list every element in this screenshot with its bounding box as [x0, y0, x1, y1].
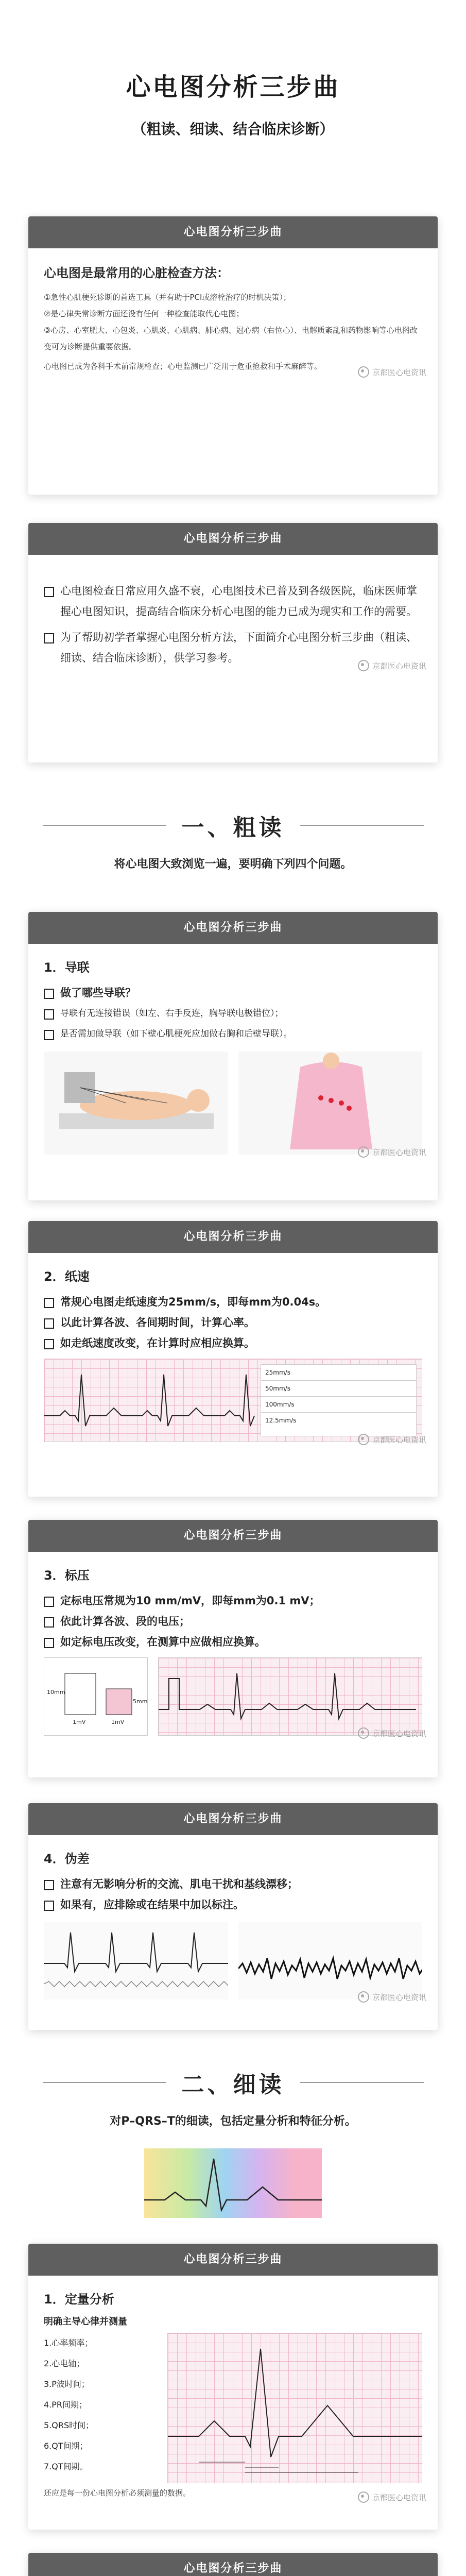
- paper-speed-figure: [44, 1359, 422, 1442]
- lead-item: 导联有无连接错误（如左、右手反连，胸导联电极错位）；: [44, 1003, 422, 1024]
- ecg-trace: [44, 1359, 255, 1442]
- ecg-trace: [168, 2333, 422, 2483]
- section-1-head: [0, 809, 466, 871]
- section-2-head: [0, 2066, 466, 2128]
- intro-item-2: ②是心律失常诊断方面还没有任何一种检查能取代心电图；: [44, 309, 244, 318]
- card-speed: [28, 1221, 438, 1497]
- watermark-logo-icon: [358, 1727, 369, 1739]
- sub-heading: 1．导联: [44, 960, 90, 975]
- sub-heading: 2．纸速: [44, 1269, 90, 1284]
- section-desc: 将心电图大致浏览一遍，要明确下列四个问题。: [114, 858, 352, 871]
- page-title: 心电图分析三步曲: [126, 73, 340, 101]
- watermark: 京都医心电资讯: [358, 1146, 426, 1158]
- square-bullet-icon: [44, 633, 54, 643]
- square-bullet-icon: [44, 1597, 54, 1607]
- calib-label: 1mV: [111, 1719, 125, 1725]
- card-header: 心电图分析三步曲: [28, 1520, 438, 1552]
- watermark-logo-icon: [358, 366, 369, 378]
- card-heading: 心电图是最常用的心脏检查方法：: [44, 266, 229, 280]
- card-artifact: [28, 1803, 438, 2030]
- square-bullet-icon: [44, 1339, 54, 1349]
- card-header: 心电图分析三步曲: [28, 523, 438, 555]
- card-feature: [28, 2553, 438, 2576]
- card-header: 心电图分析三步曲: [28, 1221, 438, 1253]
- card-header: 心电图分析三步曲: [28, 216, 438, 248]
- intro-item-3: ③心房、心室肥大、心包炎、心肌炎、心肌病、肺心病、冠心病（右位心）、电解质紊乱和药物影响等心电图改变可为诊断提供重要依据。: [44, 326, 418, 351]
- card-header: 心电图分析三步曲: [28, 2553, 438, 2576]
- section-title: 二、细读: [181, 2072, 285, 2098]
- purpose-item-2: 为了帮助初学者掌握心电图分析方法，下面简介心电图分析三步曲（粗读、细读、结合临床诊断），供学习参考。: [44, 627, 422, 668]
- card-header: 心电图分析三步曲: [28, 1803, 438, 1835]
- calib-label: 1mV: [73, 1719, 86, 1725]
- speed-table: 25mm/s 50mm/s 100mm/s 12.5mm/s: [261, 1364, 417, 1436]
- watermark-logo-icon: [358, 1991, 369, 2003]
- square-bullet-icon: [44, 989, 54, 999]
- pqrst-color-figure: [144, 2148, 322, 2218]
- section-desc: 对P–QRS–T的细读，包括定量分析和特征分析。: [110, 2115, 356, 2128]
- calib-label: 5mm: [133, 1698, 148, 1705]
- card-header: 心电图分析三步曲: [28, 912, 438, 944]
- page-subtitle: （粗读、细读、结合临床诊断）: [132, 121, 334, 138]
- sub-heading: 4．伪差: [44, 1852, 90, 1866]
- card-voltage: [28, 1520, 438, 1777]
- speed-item: 以此计算各波、各间期时间，计算心率。: [44, 1312, 422, 1333]
- quant-note: 还应是每一份心电图分析必须测量的数据。: [44, 2488, 191, 2498]
- title-block: [0, 0, 466, 139]
- lead-item: 是否需加做导联（如下壁心肌梗死应加做右胸和后壁导联）。: [44, 1024, 422, 1044]
- voltage-item: 依此计算各波、段的电压；: [44, 1611, 422, 1632]
- ac-interference-trace: [44, 1922, 228, 1999]
- sub-line: 明确主导心律并测量: [44, 2316, 127, 2327]
- voltage-item: 如定标电压改变，在测算中应做相应换算。: [44, 1632, 422, 1652]
- square-bullet-icon: [44, 587, 54, 597]
- measurement-figure: [167, 2333, 422, 2483]
- speed-item: 如走纸速度改变，在计算时应相应换算。: [44, 1333, 422, 1353]
- voltage-ecg-figure: [158, 1657, 422, 1736]
- square-bullet-icon: [44, 1298, 54, 1308]
- sub-heading: 3．标压: [44, 1568, 90, 1583]
- card-header: 心电图分析三步曲: [28, 2244, 438, 2276]
- divider: [300, 825, 424, 826]
- watermark-logo-icon: [358, 1146, 369, 1158]
- muscle-interference-trace: [238, 1922, 423, 1999]
- intro-item-1: ①急性心肌梗死诊断的首选工具（并有助于PCI或溶栓治疗的时机决策）；: [44, 293, 291, 302]
- sub-heading: 1．定量分析: [44, 2292, 114, 2307]
- divider: [43, 825, 166, 826]
- watermark: 京都医心电资讯: [358, 1434, 426, 1445]
- speed-item: 常规心电图走纸速度为25mm/s，即每mm为0.04s。: [44, 1292, 422, 1312]
- square-bullet-icon: [44, 1638, 54, 1648]
- calibration-figure: [44, 1657, 148, 1736]
- watermark-logo-icon: [358, 2492, 369, 2503]
- voltage-item: 定标电压常规为10 mm/mV，即每mm为0.1 mV；: [44, 1590, 422, 1611]
- card-quant: [28, 2244, 438, 2530]
- square-bullet-icon: [44, 1030, 54, 1040]
- ecg-trace: [159, 1658, 416, 1735]
- watermark: 京都医心电资讯: [358, 660, 426, 671]
- section-title: 一、粗读: [181, 815, 285, 841]
- square-bullet-icon: [44, 1901, 54, 1911]
- watermark-logo-icon: [358, 1434, 369, 1445]
- lead-placement-illustration: [44, 1052, 228, 1155]
- divider: [43, 2082, 166, 2083]
- artifact-item: 如果有，应排除或在结果中加以标注。: [44, 1894, 422, 1915]
- watermark: 京都医心电资讯: [358, 2492, 426, 2503]
- divider: [300, 2082, 424, 2083]
- square-bullet-icon: [44, 1318, 54, 1329]
- watermark-logo-icon: [358, 660, 369, 671]
- lead-item: 做了哪些导联？: [44, 982, 422, 1003]
- card-lead: [28, 912, 438, 1200]
- watermark: 京都医心电资讯: [358, 366, 426, 378]
- measure-list: 1.心率频率； 2.心电轴； 3.P波时间； 4.PR间期； 5.QRS时间； 6.QT间期； 7.QT间期。: [44, 2338, 94, 2471]
- calib-label: 10mm: [47, 1689, 65, 1696]
- artifact-item: 注意有无影响分析的交流、肌电干扰和基线漂移；: [44, 1874, 422, 1894]
- intro-item-4: 心电图已成为各科手术前常规检查；心电监测已广泛用于危重抢救和手术麻醉等。: [44, 362, 322, 371]
- watermark: 京都医心电资讯: [358, 1991, 426, 2003]
- square-bullet-icon: [44, 1880, 54, 1890]
- chest-electrode-illustration: [238, 1052, 423, 1155]
- watermark: 京都医心电资讯: [358, 1727, 426, 1739]
- square-bullet-icon: [44, 1009, 54, 1020]
- square-bullet-icon: [44, 1617, 54, 1628]
- card-purpose: [28, 523, 438, 762]
- purpose-item-1: 心电图检查日常应用久盛不衰，心电图技术已普及到各级医院，临床医师掌握心电图知识，提高结合临床分析心电图的能力已成为现实和工作的需要。: [44, 581, 422, 622]
- card-intro: [28, 216, 438, 495]
- ecg-trace: [144, 2148, 322, 2218]
